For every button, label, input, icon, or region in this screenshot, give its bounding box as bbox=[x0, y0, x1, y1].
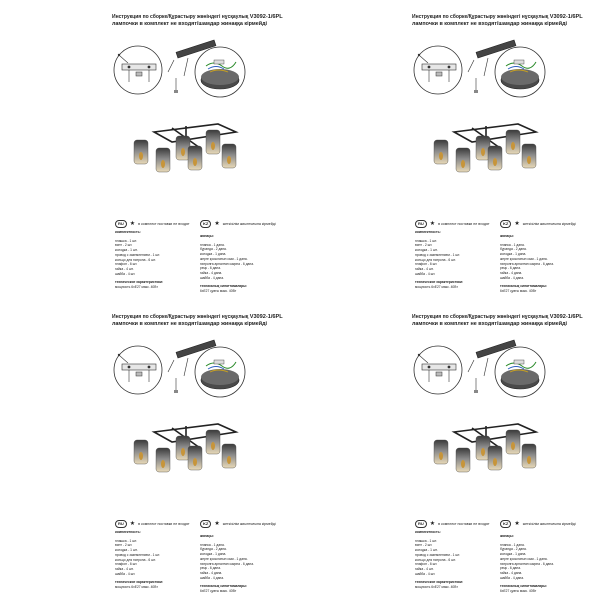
star-icon: ★ bbox=[514, 521, 520, 527]
glass-shades bbox=[434, 430, 536, 472]
list-item: жерге қосылатын сым - 1 дана. bbox=[500, 256, 548, 261]
list-item: планка - 1 дана. bbox=[200, 242, 225, 247]
list-item: винт - 2 шт. bbox=[415, 243, 433, 248]
instruction-title: Инструкция по сборке/Құрастыру жөніндегі нұсқаулық V3092-1/6PL bbox=[412, 14, 583, 20]
assembly-diagram bbox=[110, 30, 255, 110]
chandelier-illustration bbox=[126, 118, 246, 188]
list-item: реңк - 6 дана. bbox=[500, 266, 521, 271]
kz-badge: KZ bbox=[500, 520, 511, 528]
instruction-title: Инструкция по сборке/Құрастыру жөніндегі нұсқаулық V3092-1/6PL bbox=[412, 314, 583, 320]
kz-not-included-note: KZ ★ жеткізілім жиынтығына кірмейді bbox=[200, 520, 276, 528]
list-item: плашка - 1 шт. bbox=[415, 538, 437, 543]
list-item: планка - 1 дана. bbox=[500, 542, 525, 547]
list-item: бұранда - 2 дана. bbox=[500, 247, 527, 252]
model-number: V3092-1/6PL bbox=[549, 14, 583, 20]
list-item: колодка - 1 дана. bbox=[500, 252, 527, 257]
list-item: гайка - 4 дана. bbox=[500, 270, 523, 275]
list-item: плашка - 1 шт. bbox=[415, 238, 437, 243]
list-item: жерге қосылатын сым - 1 дана. bbox=[200, 556, 248, 561]
ru-badge: RU bbox=[415, 220, 427, 228]
star-icon: ★ bbox=[429, 221, 436, 227]
list-item: гайка - 4 дана. bbox=[200, 570, 223, 575]
list-item: бұранда - 2 дана. bbox=[500, 547, 527, 552]
list-item: колодка - 1 шт. bbox=[415, 548, 438, 553]
list-item: провод с заземлением - 1 шт. bbox=[415, 252, 461, 257]
bulbs-note: лампочки в комплект не входят/шамдар жинаққа кірмейді bbox=[112, 321, 268, 327]
glass-shades bbox=[134, 130, 236, 172]
list-item: шайба - 4 дана. bbox=[200, 575, 224, 580]
bulbs-note: лампочки в комплект не входят/шамдар жинаққа кірмейді bbox=[412, 21, 568, 27]
list-item: гайка - 4 шт. bbox=[115, 566, 134, 571]
list-item: жерге қосылатын сым - 1 дана. bbox=[200, 256, 248, 261]
list-item: шайба - 4 шт. bbox=[415, 571, 436, 576]
list-item: патронға арналған сақина - 6 дана. bbox=[500, 561, 554, 566]
list-item: колодка - 1 дана. bbox=[200, 252, 227, 257]
ru-contents-list: комплектность: плашка - 1 шт. винт - 2 шт. колодка - 1 шт. провод с заземлением - 1 шт. кольцо для патрона - 6 шт. плафон - 6 шт. гайка - 4 шт. шайба - 4 шт. технические характеристики: мощность 6xE27 макс. 40Вт bbox=[415, 230, 464, 290]
instruction-sheet-top-left bbox=[0, 0, 300, 300]
instruction-sheet-top-right bbox=[300, 0, 600, 300]
ru-contents-list: комплектность: плашка - 1 шт. винт - 2 шт. колодка - 1 шт. провод с заземлением - 1 шт. кольцо для патрона - 6 шт. плафон - 6 шт. гайка - 4 шт. шайба - 4 шт. технические характеристики: мощность 6xE27 макс. 40Вт bbox=[115, 230, 164, 290]
list-item: плашка - 1 шт. bbox=[115, 238, 137, 243]
star-icon: ★ bbox=[129, 521, 136, 527]
list-item: реңк - 6 дана. bbox=[200, 266, 221, 271]
chandelier-illustration bbox=[426, 118, 546, 188]
kz-not-included-note: KZ ★ жеткізілім жиынтығына кірмейді bbox=[500, 520, 576, 528]
assembly-diagram bbox=[410, 30, 555, 110]
kz-badge: KZ bbox=[500, 220, 511, 228]
list-item: бұранда - 2 дана. bbox=[200, 247, 227, 252]
list-item: провод с заземлением - 1 шт. bbox=[415, 552, 461, 557]
star-icon: ★ bbox=[214, 521, 220, 527]
list-item: планка - 1 дана. bbox=[200, 542, 225, 547]
list-item: винт - 2 шт. bbox=[115, 243, 133, 248]
list-item: колодка - 1 шт. bbox=[415, 248, 438, 253]
list-item: шайба - 4 дана. bbox=[500, 275, 524, 280]
instruction-sheet-bottom-left bbox=[0, 300, 300, 600]
list-item: кольцо для патрона - 6 шт. bbox=[415, 257, 456, 262]
assembly-diagram bbox=[110, 330, 255, 410]
list-item: бұранда - 2 дана. bbox=[200, 547, 227, 552]
mounting-bar bbox=[422, 64, 456, 70]
ru-badge: RU bbox=[115, 520, 127, 528]
list-item: плафон - 6 шт. bbox=[415, 562, 438, 567]
list-item: реңк - 6 дана. bbox=[500, 566, 521, 571]
model-number: V3092-1/6PL bbox=[249, 14, 283, 20]
star-icon: ★ bbox=[129, 221, 136, 227]
kz-not-included-note: KZ ★ жеткізілім жиынтығына кірмейді bbox=[200, 220, 276, 228]
list-item: плашка - 1 шт. bbox=[115, 538, 137, 543]
ru-contents-list: комплектность: плашка - 1 шт. винт - 2 шт. колодка - 1 шт. провод с заземлением - 1 шт. кольцо для патрона - 6 шт. плафон - 6 шт. гайка - 4 шт. шайба - 4 шт. технические характеристики: мощность 6xE27 макс. 40Вт bbox=[415, 530, 464, 590]
list-item: шайба - 4 шт. bbox=[115, 271, 136, 276]
list-item: патронға арналған сақина - 6 дана. bbox=[200, 561, 254, 566]
list-item: патронға арналған сақина - 6 дана. bbox=[200, 261, 254, 266]
kz-contents-list: жинақы: планка - 1 дана. бұранда - 2 дана. колодка - 1 дана. жерге қосылатын сым - 1 дана. патронға арналған сақина - 6 дана. реңк - 6 дана. гайка - 4 дана. шайба - 4 дана. техникалық сипаттамалары: 6xE27 қуаты макс. 40Вт bbox=[200, 234, 254, 294]
kz-contents-list: жинақы: планка - 1 дана. бұранда - 2 дана. колодка - 1 дана. жерге қосылатын сым - 1 дана. патронға арналған сақина - 6 дана. реңк - 6 дана. гайка - 4 дана. шайба - 4 дана. техникалық сипаттамалары: 6xE27 қуаты макс. 40Вт bbox=[500, 534, 554, 594]
kz-badge: KZ bbox=[200, 220, 211, 228]
list-item: колодка - 1 шт. bbox=[115, 248, 138, 253]
list-item: провод с заземлением - 1 шт. bbox=[115, 552, 161, 557]
list-item: колодка - 1 дана. bbox=[200, 552, 227, 557]
bulbs-note: лампочки в комплект не входят/шамдар жинаққа кірмейді bbox=[112, 21, 268, 27]
list-item: кольцо для патрона - 6 шт. bbox=[115, 257, 156, 262]
list-item: планка - 1 дана. bbox=[500, 242, 525, 247]
list-item: колодка - 1 дана. bbox=[500, 552, 527, 557]
list-item: винт - 2 шт. bbox=[115, 543, 133, 548]
list-item: плафон - 6 шт. bbox=[415, 262, 438, 267]
list-item: кольцо для патрона - 6 шт. bbox=[115, 557, 156, 562]
mounting-bar bbox=[422, 364, 456, 370]
instruction-title: Инструкция по сборке/Құрастыру жөніндегі нұсқаулық V3092-1/6PL bbox=[112, 14, 283, 20]
model-number: V3092-1/6PL bbox=[249, 314, 283, 320]
list-item: гайка - 4 шт. bbox=[415, 566, 434, 571]
ru-not-included-note: RU ★ в комплект поставки не входят bbox=[415, 220, 490, 228]
list-item: гайка - 4 дана. bbox=[500, 570, 523, 575]
list-item: жерге қосылатын сым - 1 дана. bbox=[500, 556, 548, 561]
model-number: V3092-1/6PL bbox=[549, 314, 583, 320]
ru-not-included-note: RU ★ в комплект поставки не входят bbox=[415, 520, 490, 528]
list-item: гайка - 4 шт. bbox=[115, 266, 134, 271]
list-item: плафон - 6 шт. bbox=[115, 562, 138, 567]
list-item: гайка - 4 шт. bbox=[415, 266, 434, 271]
list-item: провод с заземлением - 1 шт. bbox=[115, 252, 161, 257]
list-item: кольцо для патрона - 6 шт. bbox=[415, 557, 456, 562]
ru-badge: RU bbox=[415, 520, 427, 528]
ru-contents-list: комплектность: плашка - 1 шт. винт - 2 шт. колодка - 1 шт. провод с заземлением - 1 шт. кольцо для патрона - 6 шт. плафон - 6 шт. гайка - 4 шт. шайба - 4 шт. технические характеристики: мощность 6xE27 макс. 40Вт bbox=[115, 530, 164, 590]
glass-shades bbox=[134, 430, 236, 472]
kz-not-included-note: KZ ★ жеткізілім жиынтығына кірмейді bbox=[500, 220, 576, 228]
kz-contents-list: жинақы: планка - 1 дана. бұранда - 2 дана. колодка - 1 дана. жерге қосылатын сым - 1 дана. патронға арналған сақина - 6 дана. реңк - 6 дана. гайка - 4 дана. шайба - 4 дана. техникалық сипаттамалары: 6xE27 қуаты макс. 40Вт bbox=[500, 234, 554, 294]
star-icon: ★ bbox=[429, 521, 436, 527]
list-item: колодка - 1 шт. bbox=[115, 548, 138, 553]
ru-not-included-note: RU ★ в комплект поставки не входят bbox=[115, 520, 190, 528]
list-item: реңк - 6 дана. bbox=[200, 566, 221, 571]
list-item: гайка - 4 дана. bbox=[200, 270, 223, 275]
chandelier-illustration bbox=[126, 418, 246, 488]
list-item: шайба - 4 шт. bbox=[115, 571, 136, 576]
ru-not-included-note: RU ★ в комплект поставки не входят bbox=[115, 220, 190, 228]
star-icon: ★ bbox=[214, 221, 220, 227]
list-item: плафон - 6 шт. bbox=[115, 262, 138, 267]
ru-badge: RU bbox=[115, 220, 127, 228]
mounting-bar bbox=[122, 364, 156, 370]
list-item: винт - 2 шт. bbox=[415, 543, 433, 548]
list-item: шайба - 4 шт. bbox=[415, 271, 436, 276]
chandelier-illustration bbox=[426, 418, 546, 488]
list-item: патронға арналған сақина - 6 дана. bbox=[500, 261, 554, 266]
bulbs-note: лампочки в комплект не входят/шамдар жинаққа кірмейді bbox=[412, 321, 568, 327]
glass-shades bbox=[434, 130, 536, 172]
kz-contents-list: жинақы: планка - 1 дана. бұранда - 2 дана. колодка - 1 дана. жерге қосылатын сым - 1 дана. патронға арналған сақина - 6 дана. реңк - 6 дана. гайка - 4 дана. шайба - 4 дана. техникалық сипаттамалары: 6xE27 қуаты макс. 40Вт bbox=[200, 534, 254, 594]
kz-badge: KZ bbox=[200, 520, 211, 528]
list-item: шайба - 4 дана. bbox=[200, 275, 224, 280]
assembly-diagram bbox=[410, 330, 555, 410]
instruction-title: Инструкция по сборке/Құрастыру жөніндегі нұсқаулық V3092-1/6PL bbox=[112, 314, 283, 320]
list-item: шайба - 4 дана. bbox=[500, 575, 524, 580]
instruction-sheet-bottom-right bbox=[300, 300, 600, 600]
star-icon: ★ bbox=[514, 221, 520, 227]
mounting-bar bbox=[122, 64, 156, 70]
